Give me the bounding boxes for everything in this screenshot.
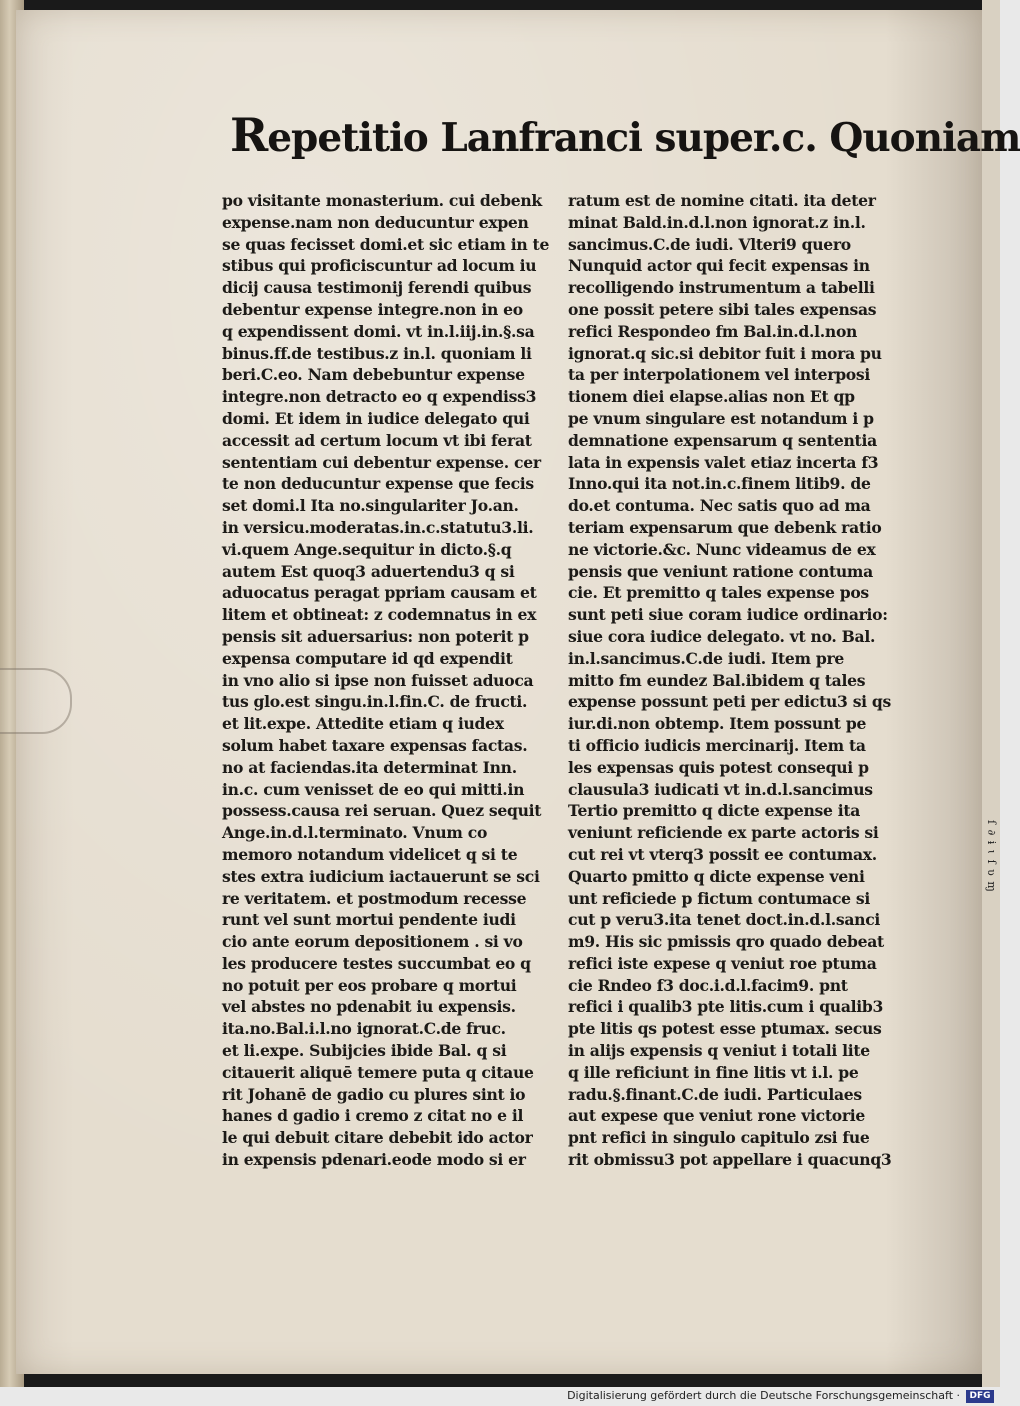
left-column-line: dicij causa testimonij ferendi quibus xyxy=(222,278,532,298)
right-column-line: in.l.sancimus.C.de iudi. Item pre xyxy=(568,648,844,668)
left-column-line: les producere testes succumbat eo q xyxy=(222,953,531,973)
left-column-line: sententiam cui debentur expense. cer xyxy=(222,452,541,472)
right-column-line: iur.di.non obtemp. Item possunt pe xyxy=(568,714,867,734)
left-column-line: se quas fecisset domi.et sic etiam in te xyxy=(222,234,550,254)
left-column-line: stibus qui proficiscuntur ad locum iu xyxy=(222,256,537,276)
left-column-line: in.c. cum venisset de eo qui mitti.in xyxy=(222,779,525,799)
right-column-line: cie. Et premitto q tales expense pos xyxy=(568,583,869,603)
right-column-line: sunt peti siue coram iudice ordinario: xyxy=(568,605,888,625)
right-column-line: Tertio premitto q dicte expense ita xyxy=(568,801,861,821)
right-column-line: minat Bald.in.d.l.non ignorat.z in.l. xyxy=(568,212,866,232)
left-column-line: binus.ff.de testibus.z in.l. quoniam li xyxy=(222,343,532,363)
left-column-line: litem et obtineat: z codemnatus in ex xyxy=(222,605,537,625)
left-column-line: no at faciendas.ita determinat Inn. xyxy=(222,757,517,777)
right-column-line: one possit petere sibi tales expensas xyxy=(568,299,877,319)
right-column-line: pensis que veniunt ratione contuma xyxy=(568,561,873,581)
right-column-line: cut p veru3.ita tenet doct.in.d.l.sanci xyxy=(568,910,881,930)
left-column-line: q expendissent domi. vt in.l.iij.in.§.sa xyxy=(222,321,535,341)
left-column-line: no potuit per eos probare q mortui xyxy=(222,975,517,995)
left-column-line: et lit.expe. Attedite etiam q iudex xyxy=(222,714,504,734)
right-column-line: aut expese que veniut rone victorie xyxy=(568,1106,865,1126)
right-column-line: m9. His sic pmissis qro quado debeat xyxy=(568,932,884,952)
right-column-line: sancimus.C.de iudi. Vlteri9 quero xyxy=(568,234,851,254)
left-column-line: re veritatem. et postmodum recesse xyxy=(222,888,527,908)
facing-page-edge xyxy=(982,0,1000,1387)
left-column-line: accessit ad certum locum vt ibi ferat xyxy=(222,430,532,450)
right-column-line: ratum est de nomine citati. ita deter xyxy=(568,191,876,210)
left-column-line: beri.C.eo. Nam debebuntur expense xyxy=(222,365,525,385)
left-column-line: stes extra iudicium iactauerunt se sci xyxy=(222,866,540,886)
left-column-line: vi.quem Ange.sequitur in dicto.§.q xyxy=(222,539,512,559)
right-column-line: refici i qualib3 pte litis.cum i qualib3 xyxy=(568,997,884,1017)
right-column-line: clausula3 iudicati vt in.d.l.sancimus xyxy=(568,779,873,799)
left-column-line: set domi.l Ita no.singulariter Jo.an. xyxy=(222,496,519,516)
left-column-line: in vno alio si ipse non fuisset aduoca xyxy=(222,670,534,690)
heading-initial: R xyxy=(230,108,268,162)
right-column-line: Inno.qui ita not.in.c.finem litib9. de xyxy=(568,474,871,494)
footer-bar xyxy=(0,1387,1000,1406)
left-column-line: expense.nam non deducuntur expen xyxy=(222,212,529,232)
right-column-line: siue cora iudice delegato. vt no. Bal. xyxy=(568,626,876,646)
right-column-line: teriam expensarum que debenk ratio xyxy=(568,517,882,537)
right-column-line: veniunt reficiende ex parte actoris si xyxy=(568,823,879,843)
left-column-line: possess.causa rei seruan. Quez sequit xyxy=(222,801,542,821)
right-column-line: do.et contuma. Nec satis quo ad ma xyxy=(568,496,871,516)
left-column-line: tus glo.est singu.in.l.fin.C. de fructi. xyxy=(222,692,528,712)
left-column-line: Ange.in.d.l.terminato. Vnum co xyxy=(222,823,488,843)
dfg-logo: DFG xyxy=(966,1390,994,1403)
right-column-line: recolligendo instrumentum a tabelli xyxy=(568,278,875,298)
left-column-line: et li.expe. Subijcies ibide Bal. q si xyxy=(222,1041,507,1061)
right-column-line: radu.§.finant.C.de iudi. Particulaes xyxy=(568,1084,862,1104)
right-column-line: ne victorie.&c. Nunc videamus de ex xyxy=(568,539,876,559)
left-column-line: autem Est quoq3 aduertendu3 q si xyxy=(222,561,515,581)
right-column-line: refici iste expese q veniut roe ptuma xyxy=(568,953,877,973)
left-column-line: hanes d gadio i cremo z citat no e il xyxy=(222,1106,524,1126)
right-column-line: ignorat.q sic.si debitor fuit i mora pu xyxy=(568,343,882,363)
left-column-line: vel abstes no pdenabit iu expensis. xyxy=(222,997,516,1017)
left-column-line: aduocatus peragat ppriam causam et xyxy=(222,583,537,603)
right-column-line: refici Respondeo fm Bal.in.d.l.non xyxy=(568,321,858,341)
right-column-line: unt reficiede p fictum contumace si xyxy=(568,888,871,908)
left-column-line: cio ante eorum depositionem . si vo xyxy=(222,932,523,952)
right-column-line: demnatione expensarum q sententia xyxy=(568,430,877,450)
left-column-line: le qui debuit citare debebit ido actor xyxy=(222,1128,533,1148)
right-column-line: lata in expensis valet etiaz incerta f3 xyxy=(568,452,879,472)
right-column-line: pnt refici in singulo capitulo zsi fue xyxy=(568,1128,870,1148)
right-column-line: Quarto pmitto q dicte expense veni xyxy=(568,866,865,886)
heading-text: epetitio Lanfranci super.c. Quoniam xyxy=(267,115,1020,161)
right-column-line: q ille reficiunt in fine litis vt i.l. pe xyxy=(568,1062,859,1082)
left-column-line: expensa computare id qd expendit xyxy=(222,648,513,668)
left-column-line: integre.non detracto eo q expendiss3 xyxy=(222,387,537,407)
right-column-line: Nunquid actor qui fecit expensas in xyxy=(568,256,870,276)
right-column-line: cie Rndeo f3 doc.i.d.l.facim9. pnt xyxy=(568,975,848,995)
facing-page-text: ſ ∂ ɨ ɩ ſ ʋ ɱ xyxy=(985,820,998,893)
right-column-line: rit obmissu3 pot appellare i quacunq3 xyxy=(568,1150,892,1170)
left-column-line: in expensis pdenari.eode modo si er xyxy=(222,1150,526,1170)
left-column-line: po visitante monasterium. cui debenk xyxy=(222,191,542,210)
right-column-line: pte litis qs potest esse ptumax. secus xyxy=(568,1019,882,1039)
left-column-line: solum habet taxare expensas factas. xyxy=(222,735,528,755)
footer-credit: Digitalisierung gefördert durch die Deutsche Forschungsgemeinschaft · xyxy=(567,1389,960,1402)
right-column-line: les expensas quis potest consequi p xyxy=(568,757,869,777)
left-column-line: debentur expense integre.non in eo xyxy=(222,299,523,319)
right-column-line: in alijs expensis q veniut i totali lite xyxy=(568,1041,870,1061)
left-text-column xyxy=(222,190,550,1171)
paper-clip xyxy=(0,668,72,734)
right-column-line: cut rei vt vterq3 possit ee contumax. xyxy=(568,844,877,864)
left-column-line: pensis sit aduersarius: non poterit p xyxy=(222,626,529,646)
right-column-line: mitto fm eundez Bal.ibidem q tales xyxy=(568,670,866,690)
left-column-line: domi. Et idem in iudice delegato qui xyxy=(222,408,530,428)
right-text-column xyxy=(568,190,892,1171)
right-column-line: ta per interpolationem vel interposi xyxy=(568,365,870,385)
right-column-line: pe vnum singulare est notandum i p xyxy=(568,408,874,428)
left-column-line: citauerit aliquē temere puta q citaue xyxy=(222,1062,534,1082)
left-column-line: runt vel sunt mortui pendente iudi xyxy=(222,910,516,930)
left-column-line: memoro notandum videlicet q si te xyxy=(222,844,518,864)
page-heading xyxy=(230,108,1020,162)
left-column-line: in versicu.moderatas.in.c.statutu3.li. xyxy=(222,517,534,537)
left-column-line: rit Johanē de gadio cu plures sint io xyxy=(222,1084,526,1104)
left-column-line: te non deducuntur expense que fecis xyxy=(222,474,534,494)
right-column-line: expense possunt peti per edictu3 si qs xyxy=(568,692,892,712)
right-column-line: ti officio iudicis mercinarij. Item ta xyxy=(568,735,866,755)
right-column-line: tionem diei elapse.alias non Et qp xyxy=(568,387,855,407)
left-column-line: ita.no.Bal.i.l.no ignorat.C.de fruc. xyxy=(222,1019,506,1039)
